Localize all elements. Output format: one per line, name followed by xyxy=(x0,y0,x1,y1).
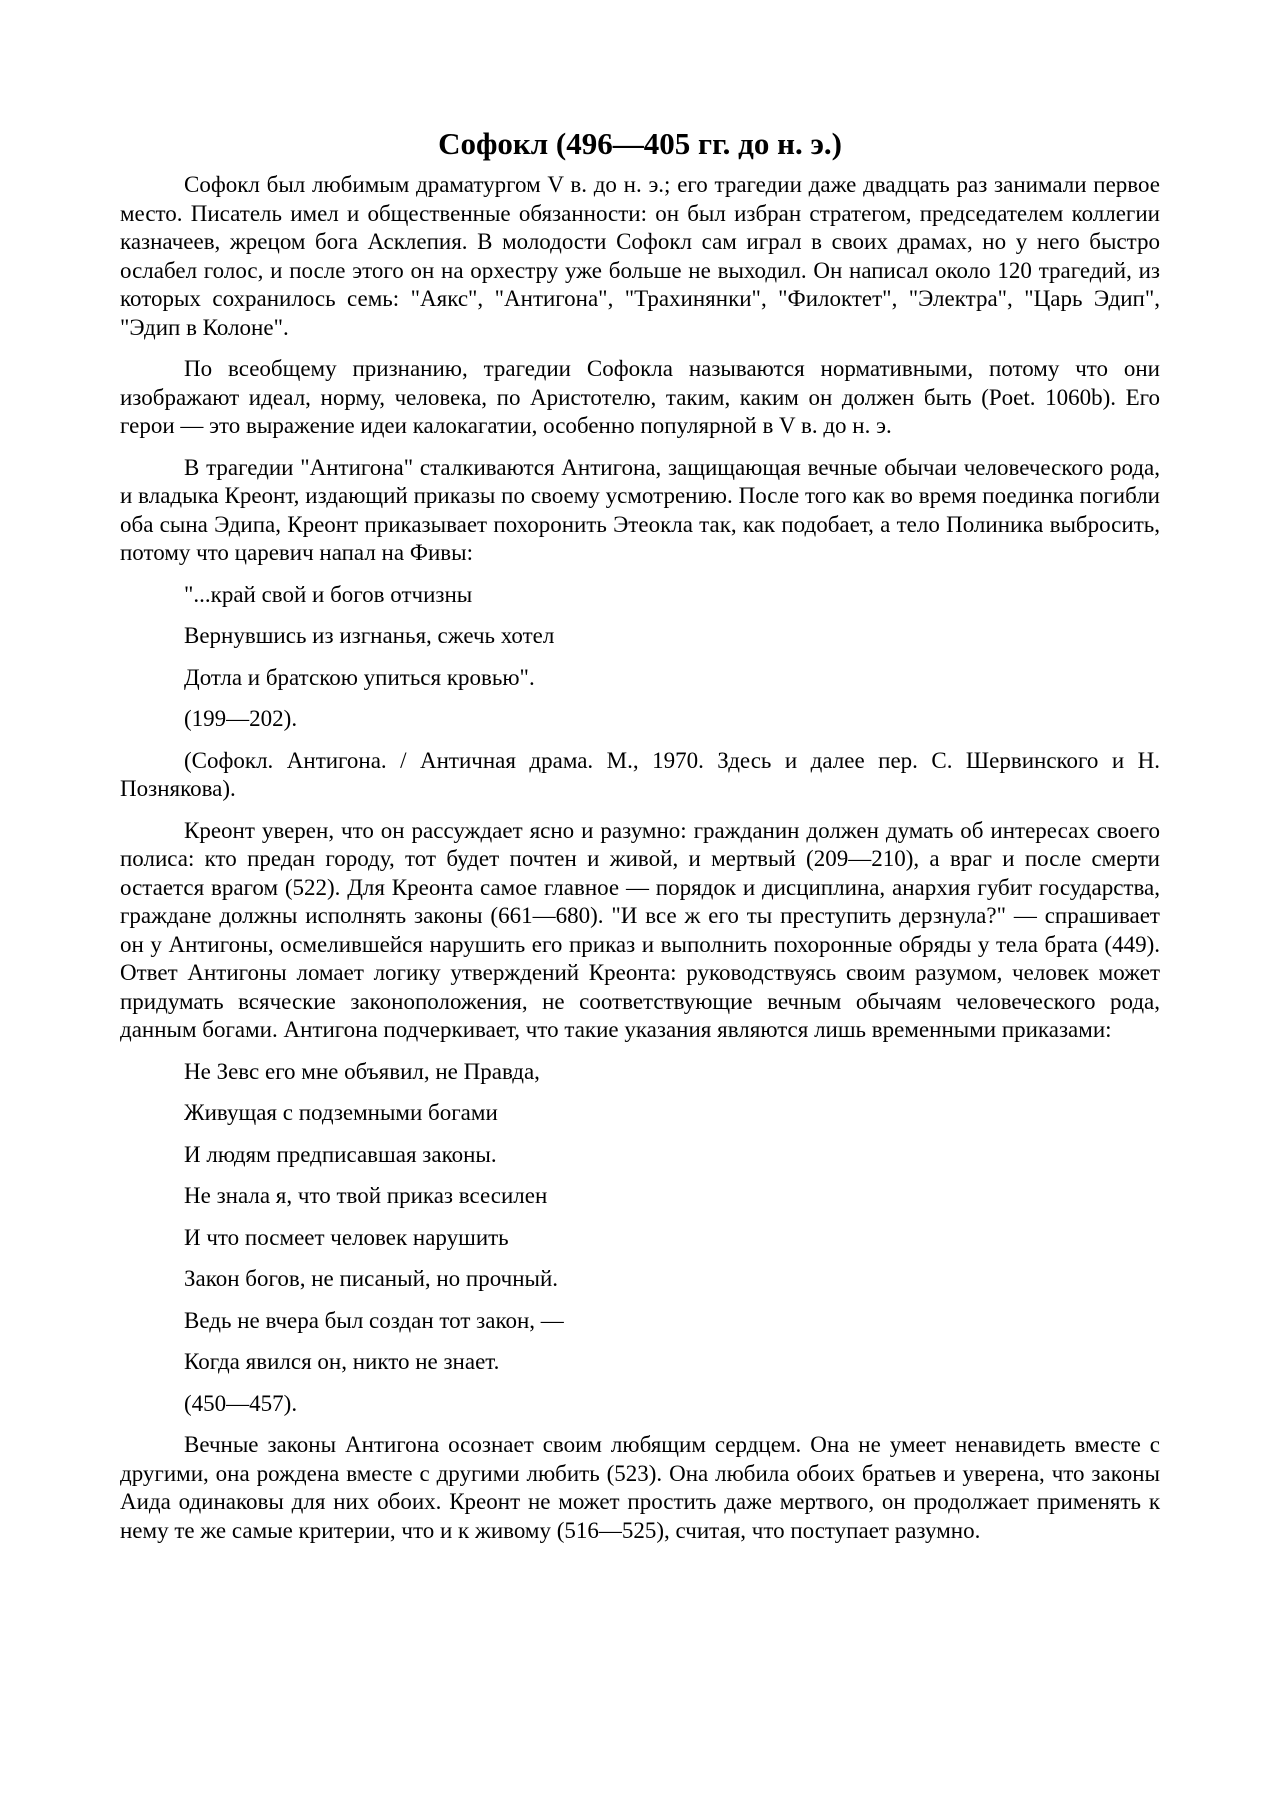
paragraph: По всеобщему признанию, трагедии Софокла называются нормативными, потому что они изображают идеал, норму, человека, по Аристотелю, таким, каким он должен быть (Poet. 1060b). Его герои — это выражение идеи калокагатии, особенно популярной в V в. до н. э. xyxy=(120,356,1160,438)
verse-line: Не знала я, что твой приказ всесилен xyxy=(184,1183,548,1208)
verse-line: Дотла и братскою упиться кровью". xyxy=(184,664,535,690)
verse-line: Закон богов, не писаный, но прочный. xyxy=(184,1266,559,1291)
verse-citation: (450—457). xyxy=(184,1390,298,1416)
source-note: (Софокл. Антигона. / Античная драма. М., 1970. Здесь и далее пер. С. Шервинского и Н. Познякова). xyxy=(120,747,1160,801)
paragraph: В трагедии "Антигона" сталкиваются Антигона, защищающая вечные обычаи человеческого рода, и владыка Креонт, издающий приказы по своему усмотрению. После того как во время поединка погибли оба сына Эдипа, Креонт приказывает похоронить Этеокла так, как подобает, а тело Полиника выбросить, потому что царевич напал на Фивы: xyxy=(120,454,1160,565)
verse-line: Не Зевс его мне объявил, не Правда, xyxy=(184,1058,540,1084)
verse-line: Ведь не вчера был создан тот закон, — xyxy=(184,1307,564,1333)
verse-quote xyxy=(120,1058,1160,1419)
document-page xyxy=(120,118,1160,1558)
verse-line: И что посмеет человек нарушить xyxy=(184,1224,509,1250)
document-title: Софокл (496—405 гг. до н. э.) xyxy=(438,126,842,161)
verse-line: Когда явился он, никто не знает. xyxy=(184,1349,500,1374)
verse-quote xyxy=(120,581,1160,734)
paragraph: Креонт уверен, что он рассуждает ясно и разумно: гражданин должен думать об интересах своего полиса: кто предан городу, тот будет почтен и живой, и мертвый (209—210), а враг и после смерти остается врагом (522). Для Креонта самое главное — порядок и дисциплина, анархия губит государства, граждане должны исполнять законы (661—680). "И все ж его ты преступить дерзнула?" — спрашивает он у Антигоны, осмелившейся нарушить его приказ и выполнить похоронные обряды у тела брата (449). Ответ Антигоны ломает логику утверждений Креонта: руководствуясь своим разумом, человек может придумать всяческие законоположения, не соответствующие вечным обычаям человеческого рода, данным богами. Антигона подчеркивает, что такие указания являются лишь временными приказами: xyxy=(120,817,1160,1042)
verse-line: "...край свой и богов отчизны xyxy=(184,581,473,607)
verse-line: Живущая с подземными богами xyxy=(184,1100,498,1125)
paragraph: Софокл был любимым драматургом V в. до н. э.; его трагедии даже двадцать раз занимали первое место. Писатель имел и общественные обязанности: он был избран стратегом, председателем коллегии казначеев, жрецом бога Асклепия. В молодости Софокл сам играл в своих драмах, но у него быстро ослабел голос, и после этого он на орхестру уже больше не выходил. Он написал около 120 трагедий, из которых сохранилось семь: "Аякс", "Антигона", "Трахинянки", "Филоктет", "Электра", "Царь Эдип", "Эдип в Колоне". xyxy=(120,172,1160,340)
paragraph: Вечные законы Антигона осознает своим любящим сердцем. Она не умеет ненавидеть вместе с другими, она рождена вместе с другими любить (523). Она любила обоих братьев и уверена, что законы Аида одинаковы для них обоих. Креонт не может простить даже мертвого, он продолжает применять к нему те же самые критерии, что и к живому (516—525), считая, что поступает разумно. xyxy=(120,1432,1160,1543)
verse-line: И людям предписавшая законы. xyxy=(184,1141,497,1167)
verse-line: Вернувшись из изгнанья, сжечь хотел xyxy=(184,623,555,648)
verse-citation: (199—202). xyxy=(184,706,298,731)
